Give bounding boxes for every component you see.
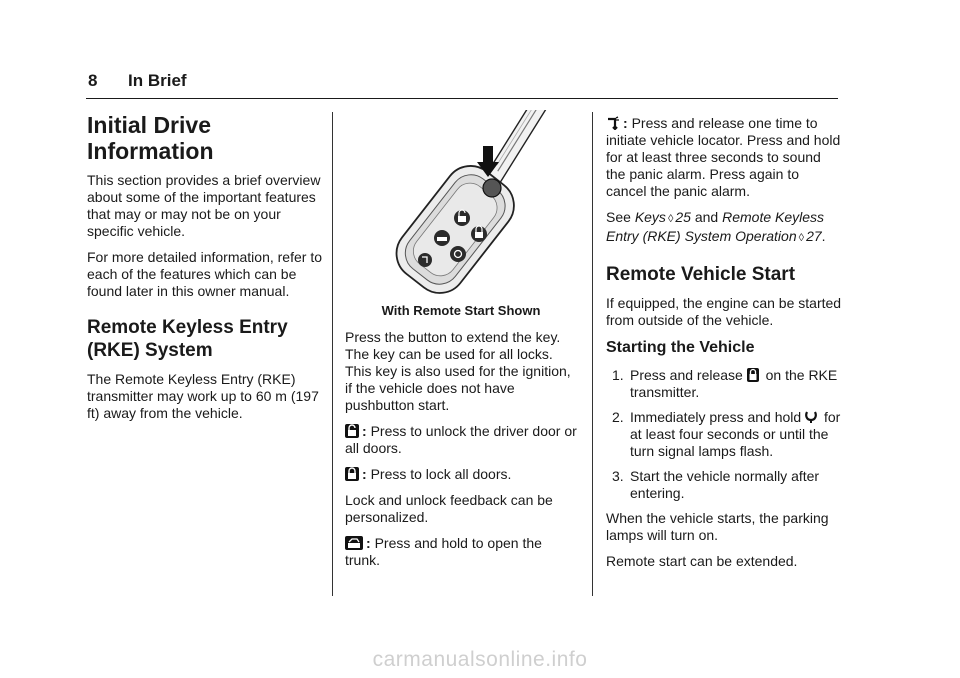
page-header (88, 71, 838, 97)
right-column (606, 115, 842, 579)
lock-paragraph (345, 466, 577, 483)
lock-symbol-icon (345, 467, 359, 481)
parking-lamps-paragraph: When the vehicle starts, the parking lamps will turn on. (606, 510, 829, 543)
middle-column (345, 110, 577, 578)
column-divider-left (332, 112, 333, 596)
lock-sep: : (362, 466, 367, 482)
page-ref-arrow-icon: ◊ (667, 213, 674, 225)
rke-paragraph: The Remote Keyless Entry (RKE) transmitter may work up to 60 m (197 ft) away from the vehicle. (87, 371, 319, 421)
extended-paragraph: Remote start can be extended. (606, 553, 798, 569)
panic-symbol-icon (606, 116, 620, 130)
lock-icon (471, 226, 487, 242)
list-item: 3. Start the vehicle normally after entering. (612, 468, 820, 501)
list-item: 2. Immediately press and hold for at least four seconds or until the turn signal lamps flash. (612, 409, 841, 459)
trunk-symbol-icon (345, 536, 363, 550)
trunk-text: Press and hold to open the trunk. (345, 535, 542, 568)
release-button (483, 179, 501, 197)
see-also-paragraph: See Keys ◊ 25 and Remote Keyless Entry (RKE) System Operation ◊ 27. (606, 209, 826, 244)
rke-operation-page[interactable]: 27 (806, 228, 822, 244)
remote-start-icon (450, 246, 466, 262)
lock-text: Press to lock all doors. (370, 466, 512, 482)
trunk-sep: : (366, 535, 371, 551)
unlock-text: Press to unlock the driver door or all doors. (345, 423, 577, 456)
left-column (87, 108, 323, 431)
steps-list (606, 367, 842, 502)
trunk-paragraph (345, 535, 577, 569)
page-number: 8 (88, 71, 98, 90)
page-title: Initial Drive Information (87, 112, 214, 164)
rke-heading: Remote Keyless Entry (RKE) System (87, 317, 288, 361)
figure-caption: With Remote Start Shown (381, 303, 541, 318)
keys-page[interactable]: 25 (675, 209, 691, 225)
column-divider-right (592, 112, 593, 596)
page-ref-arrow-icon: ◊ (798, 232, 805, 244)
unlock-icon (454, 210, 470, 226)
remote-start-heading: Remote Vehicle Start (606, 264, 796, 285)
feedback-paragraph: Lock and unlock feedback can be personalized. (345, 492, 553, 525)
unlock-sep: : (362, 423, 367, 439)
panic-text: Press and release one time to initiate vehicle locator. Press and hold for at least three seconds to sound the panic alarm. Press again to cancel the panic alarm. (606, 115, 841, 199)
remote-start-paragraph: If equipped, the engine can be started from outside of the vehicle. (606, 295, 842, 328)
intro-paragraph: This section provides a brief overview about some of the important features that may or may not be on your specific vehicle. (87, 172, 321, 239)
panic-icon (418, 253, 432, 267)
more-info-paragraph: For more detailed information, refer to each of the features which can be found later in this owner manual. (87, 249, 322, 299)
list-item: 1. Press and release on the RKE transmitter. (612, 367, 838, 400)
trunk-hold-icon (434, 230, 450, 246)
remote-start-symbol-icon (805, 410, 817, 424)
rke-operation-link[interactable]: Remote Keyless Entry (RKE) System Operation (606, 209, 825, 244)
extend-key-paragraph: Press the button to extend the key. The key can be used for all locks. This key is also used for the ignition, if the vehicle does not have pushbutton start. (345, 329, 571, 413)
panic-paragraph (606, 115, 842, 200)
key-fob-illustration (361, 110, 561, 296)
header-divider (86, 98, 838, 99)
watermark: carmanualsonline.info (372, 648, 588, 671)
panic-sep: : (623, 115, 628, 131)
starting-heading: Starting the Vehicle (606, 339, 755, 356)
lock-symbol-icon (747, 368, 759, 382)
unlock-paragraph (345, 423, 577, 457)
section-title: In Brief (128, 71, 187, 90)
keys-link[interactable]: Keys (634, 209, 666, 225)
unlock-symbol-icon (345, 424, 359, 438)
